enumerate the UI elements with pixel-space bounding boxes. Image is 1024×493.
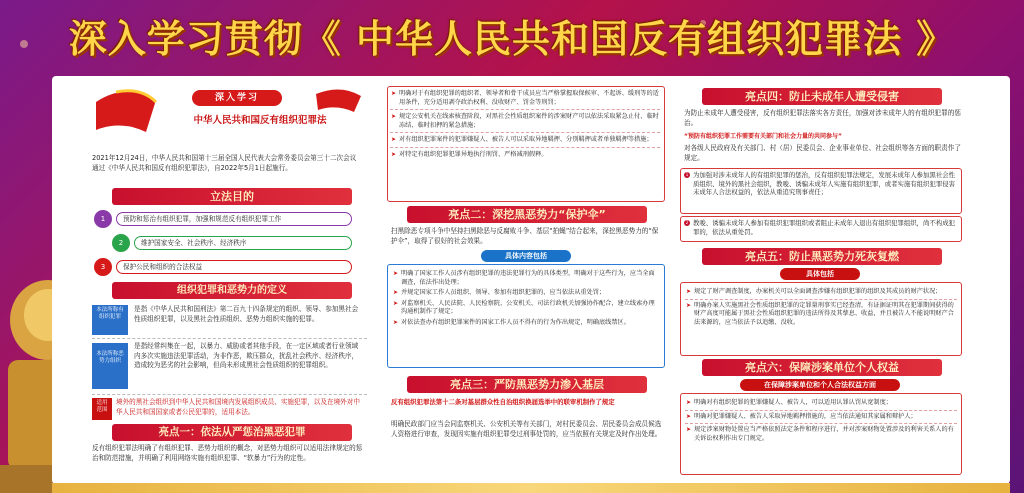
- purpose-list: [92, 208, 362, 288]
- arrow-right-icon: ➤: [391, 113, 397, 121]
- law-name-heading: 中华人民共和国反有组织犯罪法: [193, 115, 327, 126]
- point6-item: ➤ 规定涉案财物处置应当严格依照法定条件和程序进行，并对涉案财物处置涉及的利害关系人的有关诉讼权利作出专门规定。: [686, 426, 954, 442]
- middle-column: [387, 76, 667, 484]
- point1-text: 反有组织犯罪法明确了有组织犯罪、恶势力组织的概念，对恶势力组织可以适用法律规定的惩治和防范措施，并明确了利用网络实施有组织犯罪、“软暴力”行为的定性。: [92, 444, 363, 462]
- point3-text: 明确民政部门应当会同监察机关、公安机关等有关部门，对村民委员会、居民委员会成员候选人资格进行审查，发现因实施有组织犯罪受过刑事处罚的，应当依照有关规定及时作出处理。: [391, 420, 662, 438]
- point6-pill: 在保障涉案单位和个人合法权益方面: [740, 379, 900, 391]
- point4-item: 1 为加强对涉未成年人的有组织犯罪的惩治，反有组织犯罪法规定，发展未成年人参加黑社会性质组织、境外的黑社会组织，教唆、诱骗未成年人实施有组织犯罪，或者实施有组织犯罪侵害未成年人合法权益的，依法从重追究刑事责任；: [680, 168, 962, 214]
- point5-item: ➤ 明确办案人实施黑社会性质组织犯罪的定罪量刑事实已经查清，有证据证明其在犯罪期间获得的财产高度可能属于黑社会性质组织犯罪的违法所得及其孳息、收益，并且被告人不能说明财产合法来源的，应当依法予以追缴、没收。: [686, 301, 954, 326]
- right-column: [680, 76, 965, 484]
- definition-row: [92, 303, 367, 339]
- arrow-right-icon: ➤: [393, 289, 399, 297]
- top-list-item: ➤ 对有组织犯罪案件的犯罪嫌疑人、被告人可以采取异地羁押、分别羁押或者单独羁押等措施；: [390, 136, 660, 148]
- arrow-right-icon: ➤: [686, 301, 692, 309]
- arrow-right-icon: ➤: [686, 288, 692, 295]
- arrow-right-icon: ➤: [393, 270, 399, 277]
- arrow-right-icon: ➤: [686, 399, 692, 406]
- top-list-item: ➤ 对特定有组织犯罪犯罪异地执行刑罚、严格减刑假释。: [391, 150, 548, 158]
- number-badge: 2: [685, 220, 689, 225]
- purpose-item: 预防和惩治有组织犯罪，加强和规范反有组织犯罪工作: [116, 212, 352, 226]
- point2-text: 扫黑除恶专项斗争中坚持扫黑除恶与反腐败斗争、基层“拍蝇”结合起来，深挖黑恶势力的“保护伞”，取得了很好的社会效果。: [391, 227, 659, 245]
- point2-list-box: [387, 264, 665, 368]
- study-badge: 深入学习: [192, 90, 282, 106]
- point6-item: ➤ 明确对有组织犯罪的犯罪嫌疑人、被告人，可以适用认罪认罚从宽制度；: [685, 399, 957, 411]
- arrow-right-icon: ➤: [393, 299, 399, 307]
- definition-label: 本法所称恶势力组织: [92, 343, 128, 389]
- point6-list-box: [680, 393, 962, 475]
- top-list-item: ➤ 规定公安机关在线索核查阶段，对黑社会性质组织案件的涉案财产可以依法采取紧急止付、临时冻结、临时扣押的紧急措施；: [390, 113, 660, 133]
- point3-red-text: 反有组织犯罪法第十二条对基层群众性自治组织换届选举中的联审机制作了规定: [391, 398, 615, 406]
- top-list-item: ➤ 明确对于有组织犯罪的组织者、领导者和骨干成员应当严格掌握取保候审、不起诉、缓刑等的适用条件，充分适用剥夺政治权利、没收财产、罚金等刑罚；: [390, 90, 660, 110]
- point3-heading: 亮点三：严防黑恶势力渗入基层: [407, 376, 647, 393]
- definition-row: [92, 339, 367, 395]
- point4-heading: 亮点四：防止未成年人遭受侵害: [702, 88, 942, 105]
- definition-text: 是指经常纠集在一起，以暴力、威胁或者其他手段，在一定区域或者行业领域内多次实施违法犯罪活动，为非作恶，欺压群众，扰乱社会秩序、经济秩序，造成较为恶劣的社会影响，但尚未形成黑社会性质组织的犯罪组织。: [134, 342, 359, 369]
- definition-table: [92, 303, 367, 423]
- poster-title: 深入学习贯彻《 中华人民共和国反有组织犯罪法 》: [68, 17, 956, 61]
- point4-text: 为防止未成年人遭受侵害，反有组织犯罪法落实各方责任，加强对涉未成年人的有组织犯罪的惩治。: [684, 109, 961, 127]
- definition-heading: 组织犯罪和恶势力的定义: [112, 282, 352, 299]
- definition-text: 境外的黑社会组织到中华人民共和国境内发展组织成员、实施犯罪，以及在境外对中华人民共和国国家或者公民犯罪的，适用本法。: [116, 398, 360, 416]
- point4-red-text: “预防有组织犯罪工作需要有关部门和社会力量的共同参与”: [684, 133, 842, 140]
- arrow-right-icon: ➤: [686, 412, 692, 420]
- intro-paragraph: 2021年12月24日，中华人民共和国第十三届全国人民代表大会常务委员会第三十二次会议通过《中华人民共和国反有组织犯罪法》，自2022年5月1日起施行。: [92, 154, 357, 172]
- point5-item: ➤ 规定了财产调查制度，办案机关可以全面调查涉嫌有组织犯罪的组织及其成员的财产状况；: [685, 288, 957, 300]
- point2-heading: 亮点二：深挖黑恶势力“保护伞”: [407, 206, 647, 223]
- definition-label: 适用范围: [92, 398, 112, 420]
- definition-text: 是指《中华人民共和国刑法》第二百九十四条规定的组织、领导、参加黑社会性质组织犯罪，以及黑社会性质组织、恶势力组织实施的犯罪。: [134, 305, 359, 323]
- point2-item: ➤ 并规定国家工作人员组织、领导、参加有组织犯罪的，应当依法从重处罚；: [393, 289, 606, 297]
- point2-item: ➤ 明确了国家工作人员涉有组织犯罪的违法犯罪行为的具体类型，明确对于这些行为，应当全面调查，依法作出处理；: [393, 270, 655, 286]
- purpose-item: 维护国家安全、社会秩序、经济秩序: [134, 236, 352, 250]
- point2-item: ➤ 对监察机关、人民法院、人民检察院、公安机关、司法行政机关加强协作配合，建立线索办理沟通机制作了规定；: [393, 299, 655, 316]
- point6-item: ➤ 明确对犯罪嫌疑人、被告人采取异地羁押措施的，应当依法通知其家属和辩护人；: [685, 413, 957, 425]
- purpose-heading: 立法目的: [112, 188, 352, 205]
- purpose-number-badge: 1: [94, 210, 112, 228]
- point6-heading: 亮点六：保障涉案单位个人权益: [702, 359, 942, 376]
- gold-wave-decoration: [52, 483, 1010, 493]
- point5-list-box: [680, 282, 962, 356]
- definition-row: [92, 395, 367, 423]
- point5-pill: 具体包括: [780, 268, 860, 280]
- point2-pill: 具体内容包括: [481, 250, 571, 262]
- top-list-box: [387, 86, 665, 202]
- point1-heading: 亮点一：依法从严惩治黑恶犯罪: [112, 424, 352, 441]
- arrow-right-icon: ➤: [393, 318, 399, 326]
- left-column: [92, 76, 372, 484]
- point4-item: 2 教唆、诱骗未成年人参加有组织犯罪组织或者阻止未成年人退出有组织犯罪组织，尚不构成犯罪的，依法从重处罚。: [680, 216, 962, 242]
- arrow-right-icon: ➤: [391, 136, 397, 144]
- content-panel: [52, 76, 1010, 484]
- definition-label: 本法所称有组织犯罪: [92, 305, 128, 335]
- arrow-right-icon: ➤: [391, 150, 397, 158]
- point2-item: ➤ 对依法查办有组织犯罪案件的国家工作人员不得有的行为作出规定，明确底线禁区。: [393, 318, 630, 326]
- purpose-item: 保护公民和组织的合法权益: [116, 260, 352, 274]
- purpose-number-badge: 2: [112, 234, 130, 252]
- point4-text2: 对各级人民政府及有关部门、村（居）民委员会、企业事业单位、社会组织等各方面的职责作了规定。: [684, 144, 961, 162]
- point5-heading: 亮点五：防止黑恶势力死灰复燃: [702, 248, 942, 265]
- arrow-right-icon: ➤: [686, 426, 692, 434]
- number-badge: 1: [685, 172, 689, 177]
- purpose-number-badge: 3: [94, 258, 112, 276]
- arrow-right-icon: ➤: [391, 90, 397, 97]
